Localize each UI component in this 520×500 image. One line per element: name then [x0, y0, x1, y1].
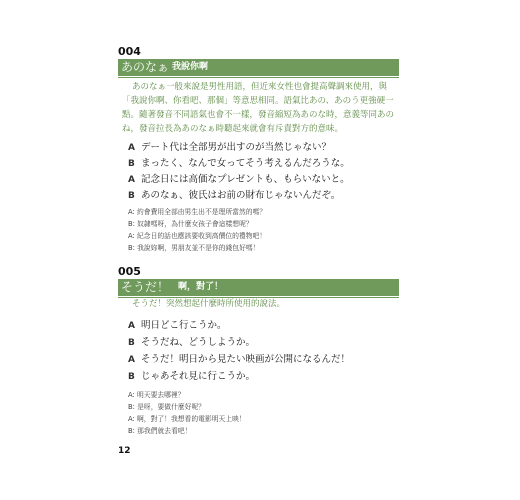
speaker-label: B	[128, 338, 135, 348]
speaker-label: B	[128, 372, 135, 382]
section-underline	[118, 77, 399, 78]
dialogue-text: そうだね、どうしようか。	[141, 337, 256, 348]
translation-line: A: 約會費用全部由男生出不是理所當然的嗎？	[128, 208, 267, 216]
dialogue-text: そうだ！明日から見たい映画が公開になるんだ！	[141, 354, 351, 365]
dialogue-line	[128, 336, 400, 350]
section-number: 004	[118, 45, 141, 58]
dialogue-line	[128, 319, 400, 333]
dialogue-text: デート代は全部男が出すのが当然じゃない？	[141, 142, 332, 153]
dialogue-line	[128, 353, 400, 367]
translation-line: A: 啊，對了！我想看的電影明天上映！	[128, 415, 246, 423]
dialogue-text: 明日どこ行こうか。	[141, 320, 227, 331]
section-title-bar	[118, 59, 399, 76]
section-description	[122, 297, 399, 311]
translation-line: B: 是呀，要做什麼好呢？	[128, 403, 206, 411]
translation-line: B: 那我們就去看吧！	[128, 427, 192, 435]
description-paragraph: そうだ！突然想起什麼時所使用的說法。	[132, 299, 286, 309]
dialogue-line	[128, 189, 400, 203]
dialogue-line	[128, 141, 400, 155]
dialogue-text: あのなぁ、彼氏はお前の財布じゃないんだぞ。	[141, 190, 341, 201]
speaker-label: A	[128, 321, 135, 331]
section-title-japanese: あのなぁ	[121, 60, 170, 74]
dialogue-line	[128, 157, 400, 171]
speaker-label: B	[128, 191, 135, 201]
section-number: 005	[118, 265, 141, 278]
section-title-bar	[118, 279, 399, 296]
dialogue-text: じゃあそれ見に行こうか。	[141, 371, 256, 382]
section-title-chinese: 啊，對了！	[178, 282, 224, 292]
dialogue-line	[128, 173, 400, 187]
speaker-label: A	[128, 143, 135, 153]
section-title-japanese: そうだ！	[121, 280, 170, 294]
dialogue-line	[128, 370, 400, 384]
translation-line: A: 明天要去哪裡？	[128, 391, 185, 399]
dialogue-text: まったく、なんで女ってそう考えるんだろうな。	[141, 158, 350, 169]
section-description	[122, 80, 399, 136]
dialogue-text: 記念日には高価なプレゼントも、もらいないと。	[141, 174, 350, 185]
description-paragraph: あのなぁ一般來說是男性用語，但近來女性也會提高聲調來使用，與「我說你啊、你看吧、那個」等意思相同。語氣比あの、あのう更強硬一點。隨著發音不同語氣也會不一樣，發音縮短為あのな時，意義等同あのね，發音拉長為あのなぁ時聽起來就會有斥責對方的意味。	[122, 82, 395, 134]
translation-line: A: 紀念日的話也應該要收到高價位的禮物吧！	[128, 232, 267, 240]
translation-line: B: 我說妳啊，男朋友並不是你的錢包好嗎！	[128, 244, 260, 252]
speaker-label: B	[128, 159, 135, 169]
speaker-label: A	[128, 355, 135, 365]
translation-line: B: 奴隷嗎呀，為什麼女孩子會這樣想呢？	[128, 220, 253, 228]
section-title-chinese: 我說你啊	[172, 62, 209, 72]
speaker-label: A	[128, 175, 135, 185]
page-number: 12	[118, 446, 131, 456]
